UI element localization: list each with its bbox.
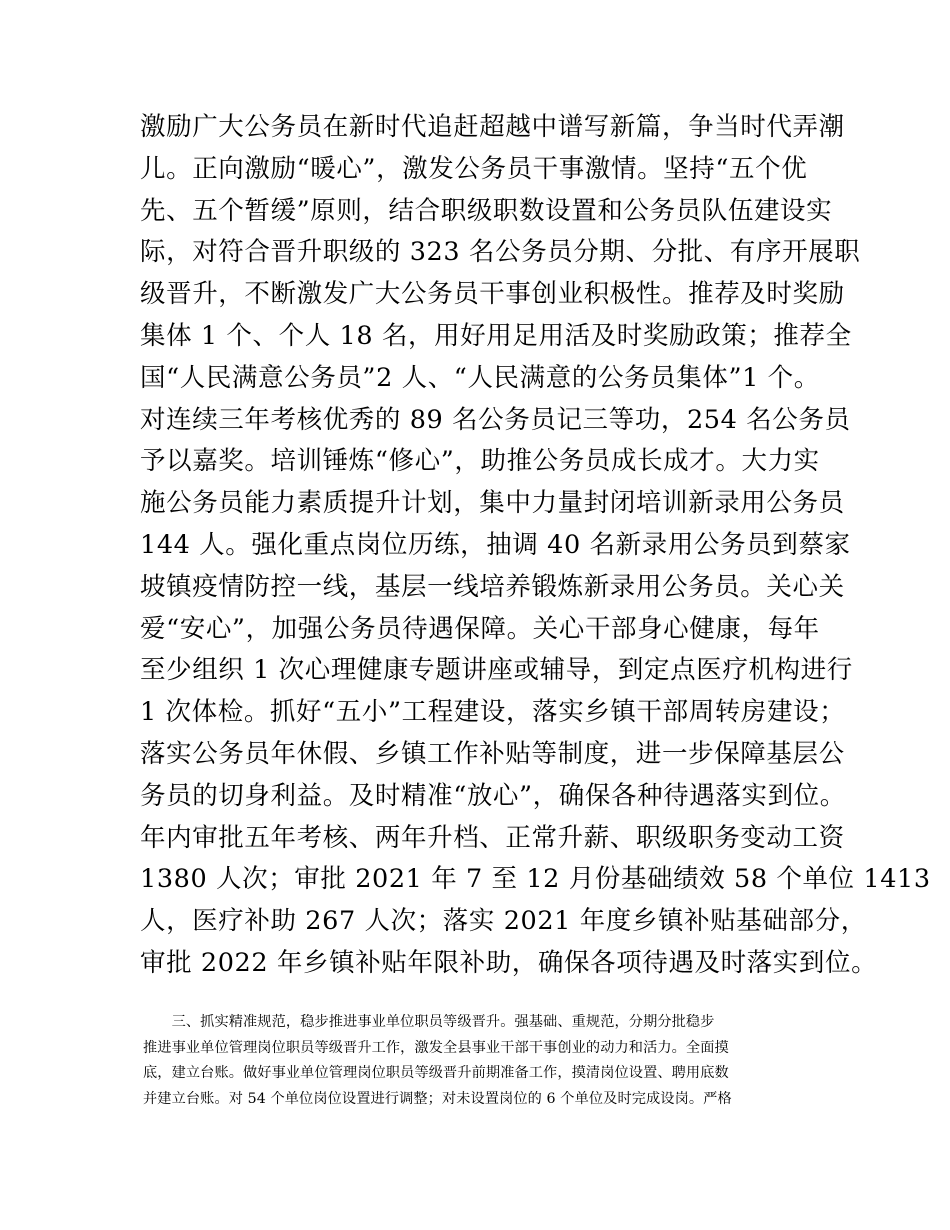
paragraph-line: 爱“安心”，加强公务员待遇保障。关心干部身心健康，每年 [140,613,820,644]
main-paragraph [140,107,931,985]
paragraph-line: 底，建立台账。做好事业单位管理岗位职员等级晋升前期准备工作，摸清岗位设置、聘用底数 [143,1065,729,1082]
paragraph-line: 推进事业单位管理岗位职员等级晋升工作，激发全县事业干部干事创业的动力和活力。全面摸 [143,1039,729,1056]
paragraph-line: 审批 2022 年乡镇补贴年限补助，确保各项待遇及时落实到位。 [140,947,878,978]
paragraph-line: 施公务员能力素质提升计划，集中力量封闭培训新录用公务员 [140,488,845,519]
paragraph-line: 际，对符合晋升职级的 323 名公务员分期、分批、有序开展职 [140,237,861,268]
section-three-paragraph [143,1010,815,1113]
paragraph-line: 对连续三年考核优秀的 89 名公务员记三等功，254 名公务员 [140,404,851,435]
paragraph-line: 1380 人次；审批 2021 年 7 至 12 月份基础绩效 58 个单位 1413 [140,864,931,895]
paragraph-line: 至少组织 1 次心理健康专题讲座或辅导，到定点医疗机构进行 [140,655,853,686]
paragraph-line: 先、五个暂缓”原则，结合职级职数设置和公务员队伍建设实 [140,195,833,226]
paragraph-line: 务员的切身利益。及时精准“放心”，确保各种待遇落实到位。 [140,780,846,811]
paragraph-line: 国“人民满意公务员”2 人、“人民满意的公务员集体”1 个。 [140,362,820,393]
paragraph-line: 年内审批五年考核、两年升档、正常升薪、职级职务变动工资 [140,822,845,853]
paragraph-line: 儿。正向激励“暖心”，激发公务员干事激情。坚持“五个优 [140,153,808,184]
paragraph-line: 并建立台账。对 54 个单位岗位设置进行调整；对未设置岗位的 6 个单位及时完成设岗。严格 [143,1091,732,1108]
paragraph-line: 予以嘉奖。培训锤炼“修心”，助推公务员成长成才。大力实 [140,446,820,477]
paragraph-line: 坡镇疫情防控一线，基层一线培养锻炼新录用公务员。关心关 [140,571,845,602]
paragraph-line: 级晋升，不断激发广大公务员干事创业积极性。推荐及时奖励 [140,279,845,310]
paragraph-line: 落实公务员年休假、乡镇工作补贴等制度，进一步保障基层公 [140,738,845,769]
paragraph-line: 144 人。强化重点岗位历练，抽调 40 名新录用公务员到蔡家 [140,529,851,560]
paragraph-line: 人，医疗补助 267 人次；落实 2021 年度乡镇补贴基础部分， [140,906,867,937]
paragraph-line: 集体 1 个、个人 18 名，用好用足用活及时奖励政策；推荐全 [140,320,852,351]
paragraph-line: 1 次体检。抓好“五小”工程建设，落实乡镇干部周转房建设； [140,697,846,728]
paragraph-line: 激励广大公务员在新时代追赶超越中谱写新篇，争当时代弄潮 [140,112,845,142]
paragraph-line: 三、抓实精准规范，稳步推进事业单位职员等级晋升。强基础、重规范，分期分批稳步 [143,1014,715,1030]
